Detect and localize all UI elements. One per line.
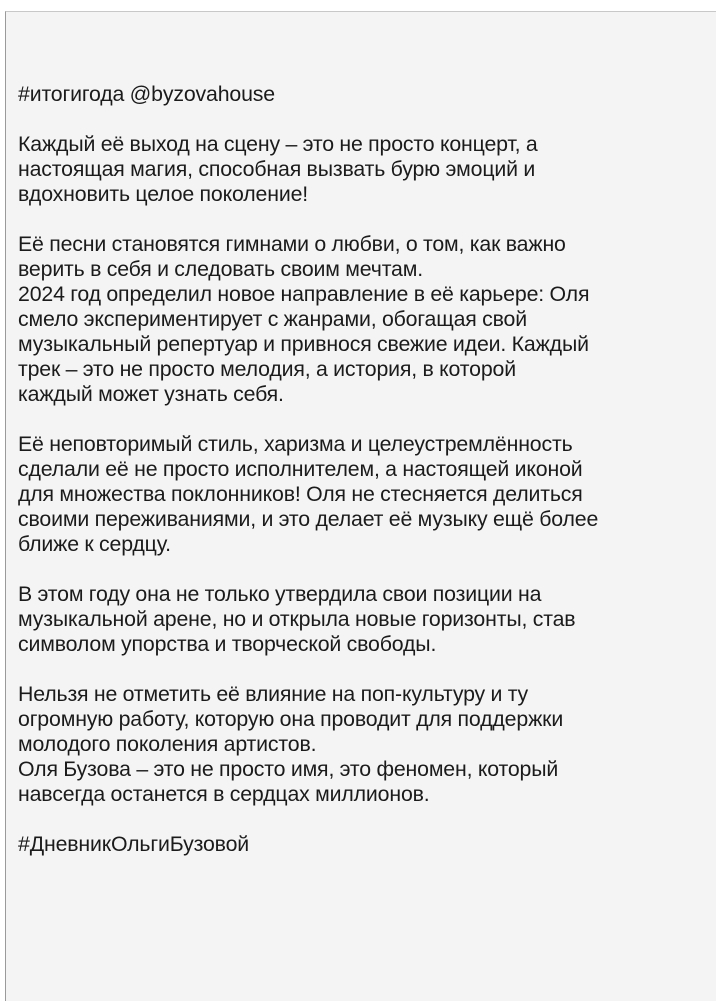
paragraph-2 bbox=[18, 232, 718, 407]
paragraph-line: Её песни становятся гимнами о любви, о том, как важно bbox=[18, 232, 566, 256]
post-body bbox=[18, 82, 718, 857]
paragraph-line: трек – это не просто мелодия, а история, в которой bbox=[18, 357, 516, 381]
paragraph-gap bbox=[18, 207, 718, 232]
paragraph-line: огромную работу, которую она проводит для поддержки bbox=[18, 707, 564, 731]
paragraph-line: смело экспериментирует с жанрами, обогащая свой bbox=[18, 307, 528, 331]
post-card bbox=[5, 11, 716, 1001]
paragraph-gap bbox=[18, 557, 718, 582]
paragraph-line: Каждый её выход на сцену – это не просто концерт, а bbox=[18, 132, 538, 156]
paragraph-line: музыкальной арене, но и открыла новые горизонты, став bbox=[18, 607, 576, 631]
paragraph-gap bbox=[18, 657, 718, 682]
paragraph-line: ближе к сердцу. bbox=[18, 532, 171, 556]
paragraph-line: навсегда останется в сердцах миллионов. bbox=[18, 782, 430, 806]
paragraph-line: молодого поколения артистов. bbox=[18, 732, 317, 756]
paragraph-1 bbox=[18, 132, 718, 207]
footer-hashtag[interactable]: #ДневникОльгиБузовой bbox=[18, 832, 250, 856]
paragraph-gap bbox=[18, 107, 718, 132]
paragraph-gap bbox=[18, 807, 718, 832]
paragraph-line: 2024 год определил новое направление в её карьере: Оля bbox=[18, 282, 590, 306]
paragraph-line: настоящая магия, способная вызвать бурю эмоций и bbox=[18, 157, 536, 181]
paragraph-line: каждый может узнать себя. bbox=[18, 382, 284, 406]
paragraph-5 bbox=[18, 682, 718, 807]
header-hashtag-line: #итогигода @byzovahouse bbox=[18, 82, 276, 106]
paragraph-line: Нельзя не отметить её влияние на поп-культуру и ту bbox=[18, 682, 529, 706]
paragraph-line: своими переживаниями, и это делает её музыку ещё более bbox=[18, 507, 599, 531]
paragraph-line: верить в себя и следовать своим мечтам. bbox=[18, 257, 424, 281]
paragraph-line: Её неповторимый стиль, харизма и целеустремлённость bbox=[18, 432, 573, 456]
paragraph-line: музыкальный репертуар и привнося свежие идеи. Каждый bbox=[18, 332, 589, 356]
paragraph-line: В этом году она не только утвердила свои позиции на bbox=[18, 582, 542, 606]
paragraph-line: для множества поклонников! Оля не стесняется делиться bbox=[18, 482, 583, 506]
paragraph-3 bbox=[18, 432, 718, 557]
paragraph-gap bbox=[18, 407, 718, 432]
paragraph-line: вдохновить целое поколение! bbox=[18, 182, 309, 206]
paragraph-line: Оля Бузова – это не просто имя, это феномен, который bbox=[18, 757, 559, 781]
paragraph-line: символом упорства и творческой свободы. bbox=[18, 632, 437, 656]
paragraph-line: сделали её не просто исполнителем, а настоящей иконой bbox=[18, 457, 583, 481]
paragraph-4 bbox=[18, 582, 718, 657]
